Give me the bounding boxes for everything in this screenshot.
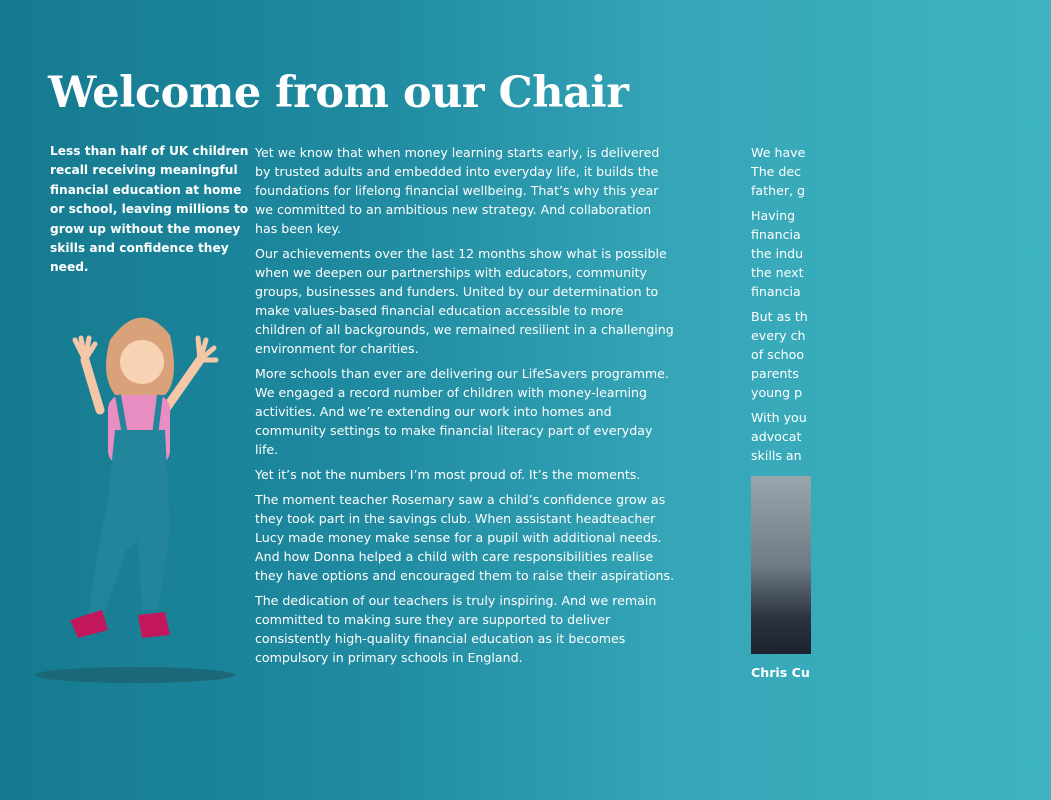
paragraph: Yet we know that when money learning starts early, is delivered by trusted adults and embedded into everyday life, it builds the foundations for lifelong financial wellbeing. That’s why this year we committed to an ambitious new strategy. And collaboration has been key.	[255, 145, 660, 236]
intro-callout: Less than half of UK children recall receiving meaningful financial education at home or school, leaving millions to grow up without the money skills and confidence they need.	[50, 144, 249, 275]
text-line: advocat	[751, 429, 802, 444]
text-line: But as th	[751, 309, 808, 324]
paragraph	[751, 143, 1051, 200]
paragraph	[751, 408, 1051, 465]
text-line: of schoo	[751, 347, 805, 362]
photo-caption: Chris Cu	[751, 665, 810, 680]
text-line: parents	[751, 366, 799, 381]
paragraph: Our achievements over the last 12 months show what is possible when we deepen our partnerships with educators, community groups, businesses and funders. United by our determination to make values-based financial education accessible to more children of all backgrounds, we remained resilient in a challenging environment for charities.	[255, 246, 674, 356]
chair-photo	[751, 476, 811, 654]
text-line: young p	[751, 385, 803, 400]
face	[120, 340, 164, 384]
page-title: Welcome from our Chair	[48, 68, 629, 118]
text-line: financia	[751, 227, 801, 242]
left-shoe	[70, 610, 108, 638]
left-arm	[85, 360, 100, 410]
text-line: every ch	[751, 328, 806, 343]
shadow	[35, 667, 235, 683]
paragraph	[751, 206, 1051, 301]
text-line: Having	[751, 208, 796, 223]
paragraph	[751, 307, 1051, 402]
overalls	[88, 430, 170, 620]
text-line: the next	[751, 265, 804, 280]
right-shoe	[138, 612, 170, 638]
right-column	[751, 143, 1051, 471]
main-column	[255, 143, 675, 673]
text-line: financia	[751, 284, 801, 299]
paragraph: More schools than ever are delivering our LifeSavers programme. We engaged a record number of children with money-learning activities. And we’re extending our work into homes and community settings to make financial literacy part of everyday life.	[255, 366, 669, 457]
text-line: the indu	[751, 246, 804, 261]
jumping-girl-illustration	[30, 300, 250, 690]
text-line: The dec	[751, 164, 802, 179]
paragraph: The moment teacher Rosemary saw a child’s confidence grow as they took part in the savings club. When assistant headteacher Lucy made money make sense for a pupil with additional needs. And how Donna helped a child with care responsibilities realise they have options and encouraged them to raise their aspirations.	[255, 492, 675, 583]
text-line: We have	[751, 145, 806, 160]
text-line: With you	[751, 410, 807, 425]
paragraph: Yet it’s not the numbers I’m most proud of. It’s the moments.	[255, 467, 641, 482]
text-line: skills an	[751, 448, 802, 463]
paragraph: The dedication of our teachers is truly inspiring. And we remain committed to making sure they are supported to deliver consistently high-quality financial education as it becomes compulsory in primary schools in England.	[255, 593, 657, 665]
text-line: father, g	[751, 183, 805, 198]
